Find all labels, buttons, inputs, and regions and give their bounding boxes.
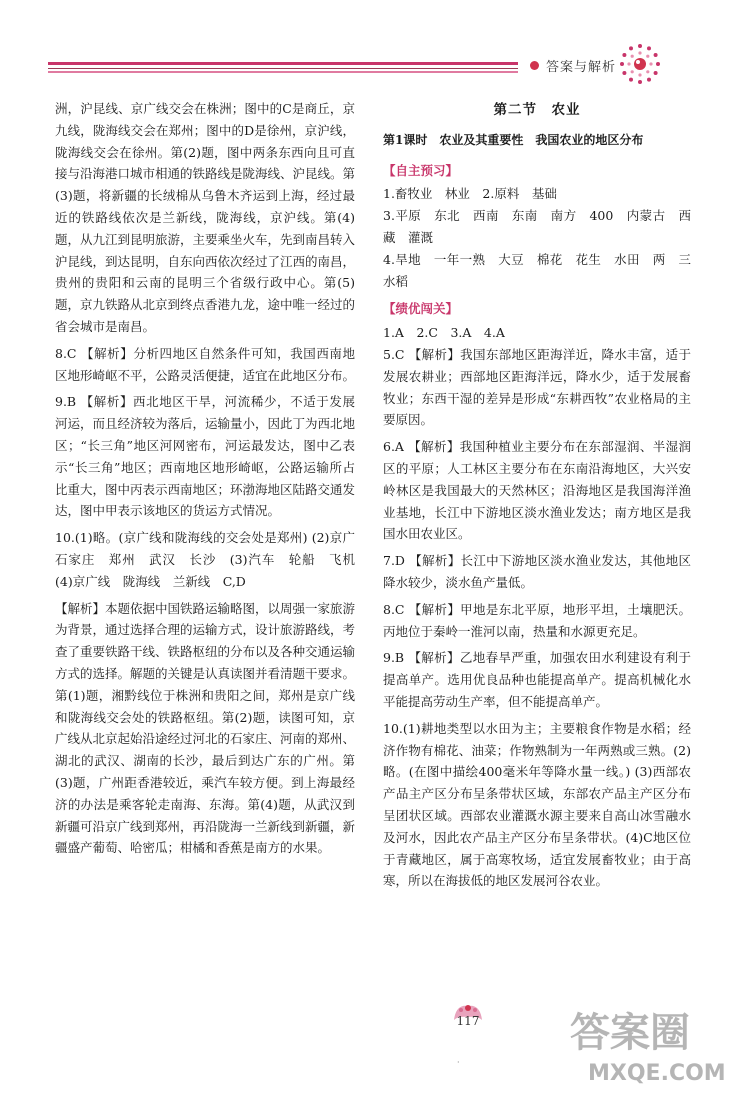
flower-logo-icon [618, 42, 662, 86]
rule-line-thick [48, 62, 518, 65]
preview-tag: 【自主预习】 [383, 162, 459, 178]
left-column [55, 98, 368, 864]
left-paragraph: 【解析】本题依据中国铁路运输略图，以周强一家旅游为背景，通过选择合理的运输方式，设计旅游路线，考查了重要铁路干线、铁路枢纽的分布以及各种交通运输方式的选择。解题的关键是认真读图并看清题干要求。第(1)题，湘黔线位于株洲和贵阳之间，郑州是京广线和陇海线交会处的铁路枢纽。第(2)题，读图可知，京广线从北京起始沿途经过河北的石家庄、河南的郑州、湖北的武汉、湖南的长沙，最后到达广东的广州。第(3)题，广州距香港较近，乘汽车较方便。到上海最经济的办法是乘客轮走南海、东海。第(4)题，从武汉到新疆可沿京广线到郑州，再沿陇海一兰新线到新疆，新疆盛产葡萄、哈密瓜；柑橘和香蕉是南方的水果。 [55, 600, 356, 856]
answer-item: 7.D 【解析】长江中下游地区淡水渔业发达，其他地区降水较少，淡水鱼产量低。 [383, 553, 691, 590]
footer-mark: · [457, 1058, 460, 1067]
answer-item: 10.(1)耕地类型以水田为主；主要粮食作物是水稻；经济作物有棉花、油菜；作物熟制为一年两熟或三熟。(2)略。(在图中描绘400毫米年等降水量一线。) (3)西部农产品主产区分布呈条带状区域，东部农产品主产区分布呈团状区域。西部农业灌溉水源主要来自高山冰雪融水及河水，因此农产品主产区分布呈条带状。(4)C地区位于青藏地区，属于高寒牧场，适宜发展畜牧业；由于高寒，所以在海拔低的地区发展河谷农业。 [383, 720, 691, 889]
left-paragraph: 9.B 【解析】西北地区干旱，河流稀少，不适于发展河运，而且经济较为落后，运输量小，因此丁为西北地区；“长三角”地区河网密布，河运最发达，图中乙表示“长三角”地区；西南地区地形崎岖，公路运输所占比重大，图中丙表示西南地区；环渤海地区陆路交通发达，图中甲表示该地区的货运方式情况。 [55, 394, 356, 519]
answer-item: 9.B 【解析】乙地春旱严重，加强农田水利建设有利于提高单产。选用优良品种也能提高单产。提高机械化水平能提高劳动生产率，但不能提高单产。 [383, 650, 691, 709]
page-number: 117 [456, 1014, 480, 1028]
answer-item: 1.A 2.C 3.A 4.A [383, 325, 505, 341]
watermark-url: MXQE.COM [588, 1061, 726, 1086]
rule-line-thin [48, 68, 518, 69]
answer-item: 5.C 【解析】我国东部地区距海洋近，降水丰富，适于发展农耕业；西部地区距海洋远，降水少，适于发展畜牧业；东西干湿的差异是形成“东耕西牧”农业格局的主要原因。 [383, 346, 691, 428]
left-paragraph: 10.(1)略。(京广线和陇海线的交会处是郑州) (2)京广 石家庄 郑州 武汉 长沙 (3)汽车 轮船 飞机 (4)京广线 陇海线 兰新线 C,D [55, 530, 368, 589]
preview-item: 3.平原 东北 西南 东南 南方 400 内蒙古 西藏 灌溉 [383, 208, 691, 245]
preview-item: 1.畜牧业 林业 2.原料 基础 [383, 186, 557, 202]
header-decorative-rule [48, 60, 518, 74]
left-paragraph: 8.C 【解析】分析四地区自然条件可知，我国西南地区地形崎岖不平，公路灵活便捷，适宜在此地区分布。 [55, 345, 356, 383]
excellence-tag: 【绩优闯关】 [383, 301, 459, 317]
watermark-main: 答案圈 [570, 1010, 690, 1056]
section-title: 第二节 农业 [493, 102, 581, 118]
header-label: 答案与解析 [546, 60, 617, 75]
rule-line-light [48, 71, 518, 73]
right-column [383, 98, 704, 897]
lesson-title: 第1课时 农业及其重要性 我国农业的地区分布 [383, 132, 644, 147]
answer-item: 8.C 【解析】甲地是东北平原，地形平坦，土壤肥沃。丙地位于秦岭一淮河以南，热量和水源更充足。 [383, 601, 691, 639]
preview-item: 4.旱地 一年一熟 大豆 棉花 花生 水田 两 三 水稻 [383, 251, 704, 289]
header-bullet-icon [530, 61, 539, 70]
watermark [566, 990, 742, 1090]
answer-item: 6.A 【解析】我国种植业主要分布在东部湿润、半湿润区的平原；人工林区主要分布在东南沿海地区，大兴安岭林区是我国最大的天然林区；沿海地区是我国海洋渔业基地，长江中下游地区淡水渔业发达；南方地区是我国水田农业区。 [383, 439, 691, 542]
left-paragraph: 洲，沪昆线、京广线交会在株洲；图中的C是商丘，京九线，陇海线交会在郑州；图中的D是徐州，京沪线，陇海线交会在徐州。第(2)题，图中两条东西向且可直接与沿海港口城市相通的铁路线是陇海线、沪昆线。第(3)题，将新疆的长绒棉从乌鲁木齐运到上海，经过最近的铁路线依次是兰新线，陇海线，京沪线。第(4)题，从九江到昆明旅游，主要乘坐火车，先到南昌转入沪昆线，到达昆明，自东向西依次经过了江西的南昌，贵州的贵阳和云南的昆明三个省级行政中心。第(5)题，京九铁路从北京到终点香港九龙，途中唯一经过的省会城市是南昌。 [55, 101, 356, 334]
